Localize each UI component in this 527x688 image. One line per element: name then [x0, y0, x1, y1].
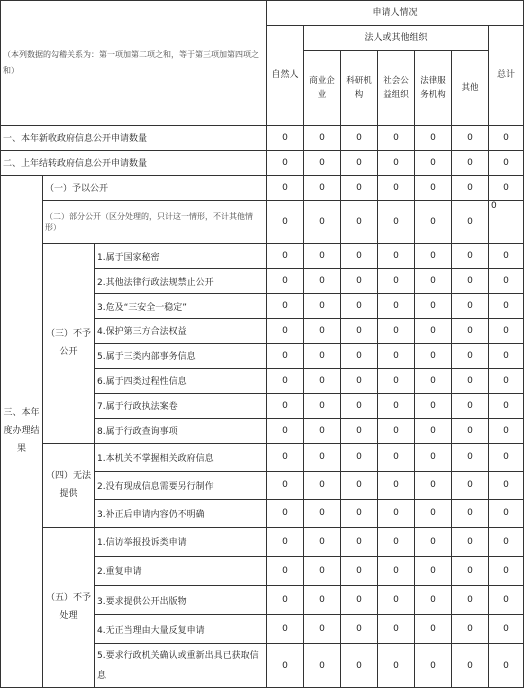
cell-value: 0 — [378, 269, 415, 294]
cell-value: 0 — [304, 471, 341, 499]
header-total: 总计 — [489, 25, 524, 125]
cell-value: 0 — [489, 125, 524, 150]
cell-value: 0 — [341, 318, 378, 343]
cell-value: 0 — [378, 556, 415, 585]
cell-value: 0 — [452, 125, 489, 150]
cell-value: 0 — [304, 499, 341, 527]
cell-value: 0 — [415, 471, 452, 499]
cell-value: 0 — [489, 527, 524, 556]
cell-value: 0 — [489, 556, 524, 585]
cell-value: 0 — [452, 556, 489, 585]
row-label: 7.属于行政执法案卷 — [95, 393, 267, 418]
group-4-label: （四）无法提供 — [43, 443, 95, 527]
row-label: 5.要求行政机关确认或重新出具已获取信息 — [95, 644, 267, 688]
cell-value: 0 — [341, 294, 378, 319]
cell-value: 0 — [304, 368, 341, 393]
cell-value: 0 — [267, 418, 304, 443]
cell-value: 0 — [452, 244, 489, 269]
row-label: 1.信访举报投诉类申请 — [95, 527, 267, 556]
cell-value: 0 — [378, 318, 415, 343]
cell-value: 0 — [489, 269, 524, 294]
cell-value: 0 — [341, 125, 378, 150]
cell-value: 0 — [304, 343, 341, 368]
header-research: 科研机构 — [341, 50, 378, 125]
cell-value: 0 — [267, 294, 304, 319]
cell-value: 0 — [452, 200, 489, 244]
row-label: 2.重复申请 — [95, 556, 267, 585]
row-label: 3.要求提供公开出版物 — [95, 585, 267, 614]
cell-value: 0 — [267, 499, 304, 527]
cell-value: 0 — [378, 393, 415, 418]
cell-value: 0 — [267, 556, 304, 585]
row-label: 二、上年结转政府信息公开申请数量 — [1, 150, 267, 175]
cell-value: 0 — [489, 615, 524, 644]
cell-value: 0 — [415, 244, 452, 269]
group-5-label: （五）不予处理 — [43, 527, 95, 687]
cell-value: 0 — [489, 244, 524, 269]
cell-value: 0 — [378, 443, 415, 471]
cell-value: 0 — [415, 150, 452, 175]
cell-value: 0 — [489, 294, 524, 319]
row-label: 6.属于四类过程性信息 — [95, 368, 267, 393]
header-natural-person: 自然人 — [267, 25, 304, 125]
row-label: （二）部分公开（区分处理的，只计这一情形，不计其他情形） — [43, 200, 267, 244]
cell-value: 0 — [304, 556, 341, 585]
cell-value: 0 — [267, 269, 304, 294]
cell-value: 0 — [452, 269, 489, 294]
table-row — [1, 244, 524, 269]
header-note: （本列数据的勾稽关系为：第一项加第二项之和，等于第三项加第四项之和） — [1, 1, 267, 126]
cell-value: 0 — [415, 393, 452, 418]
cell-value: 0 — [415, 269, 452, 294]
cell-value: 0 — [378, 200, 415, 244]
cell-value: 0 — [304, 125, 341, 150]
row-label: （一）予以公开 — [43, 175, 267, 200]
cell-value: 0 — [341, 527, 378, 556]
cell-value: 0 — [415, 125, 452, 150]
cell-value: 0 — [415, 556, 452, 585]
cell-value: 0 — [415, 644, 452, 688]
cell-value: 0 — [452, 343, 489, 368]
cell-value: 0 — [267, 244, 304, 269]
cell-value: 0 — [452, 393, 489, 418]
table-row — [1, 175, 524, 200]
cell-value: 0 — [489, 644, 524, 688]
cell-value: 0 — [452, 294, 489, 319]
cell-value: 0 — [267, 644, 304, 688]
cell-value: 0 — [341, 443, 378, 471]
cell-value: 0 — [267, 150, 304, 175]
cell-value: 0 — [304, 244, 341, 269]
cell-value: 0 — [452, 527, 489, 556]
cell-value: 0 — [304, 175, 341, 200]
cell-value: 0 — [489, 471, 524, 499]
cell-value: 0 — [452, 318, 489, 343]
cell-value: 0 — [341, 393, 378, 418]
cell-value: 0 — [452, 418, 489, 443]
cell-value: 0 — [341, 471, 378, 499]
cell-value: 0 — [452, 499, 489, 527]
cell-value: 0 — [378, 368, 415, 393]
row-label: 4.保护第三方合法权益 — [95, 318, 267, 343]
row-label: 5.属于三类内部事务信息 — [95, 343, 267, 368]
cell-value: 0 — [267, 200, 304, 244]
header-other: 其他 — [452, 50, 489, 125]
cell-value: 0 — [415, 418, 452, 443]
cell-value: 0 — [452, 175, 489, 200]
cell-value: 0 — [378, 125, 415, 150]
cell-value: 0 — [415, 527, 452, 556]
table-row — [1, 527, 524, 556]
cell-value: 0 — [378, 343, 415, 368]
cell-value: 0 — [378, 244, 415, 269]
table-row — [1, 200, 524, 244]
cell-value: 0 — [267, 615, 304, 644]
cell-value: 0 — [378, 644, 415, 688]
cell-value: 0 — [415, 175, 452, 200]
table-row — [1, 443, 524, 471]
row-label: 1.本机关不掌握相关政府信息 — [95, 443, 267, 471]
header-legal-org: 法人或其他组织 — [304, 25, 489, 50]
cell-value: 0 — [489, 150, 524, 175]
section-3-label: 三、本年度办理结果 — [1, 175, 43, 687]
cell-value: 0 — [415, 368, 452, 393]
cell-value: 0 — [267, 471, 304, 499]
cell-value: 0 — [304, 200, 341, 244]
cell-value: 0 — [415, 200, 452, 244]
cell-value: 0 — [341, 556, 378, 585]
cell-value: 0 — [489, 418, 524, 443]
cell-value: 0 — [341, 644, 378, 688]
cell-value: 0 — [267, 175, 304, 200]
cell-value: 0 — [304, 294, 341, 319]
cell-value: 0 — [415, 499, 452, 527]
cell-value: 0 — [304, 150, 341, 175]
cell-value: 0 — [304, 393, 341, 418]
cell-value: 0 — [341, 499, 378, 527]
cell-value: 0 — [489, 175, 524, 200]
cell-value: 0 — [378, 294, 415, 319]
cell-value: 0 — [489, 499, 524, 527]
cell-value: 0 — [267, 443, 304, 471]
cell-value: 0 — [452, 644, 489, 688]
cell-value: 0 — [415, 343, 452, 368]
cell-value: 0 — [304, 585, 341, 614]
table-row — [1, 150, 524, 175]
cell-value: 0 — [304, 443, 341, 471]
cell-value: 0 — [452, 615, 489, 644]
header-legal-service: 法律服务机构 — [415, 50, 452, 125]
table-row — [1, 125, 524, 150]
cell-value: 0 — [489, 443, 524, 471]
cell-value: 0 — [304, 318, 341, 343]
cell-value: 0 — [267, 393, 304, 418]
cell-value: 0 — [489, 200, 524, 244]
cell-value: 0 — [415, 615, 452, 644]
cell-value: 0 — [341, 585, 378, 614]
cell-value: 0 — [489, 585, 524, 614]
cell-value: 0 — [415, 294, 452, 319]
cell-value: 0 — [341, 175, 378, 200]
row-label: 2.其他法律行政法规禁止公开 — [95, 269, 267, 294]
cell-value: 0 — [378, 499, 415, 527]
row-label: 3.危及“三安全一稳定” — [95, 294, 267, 319]
cell-value: 0 — [378, 175, 415, 200]
cell-value: 0 — [267, 343, 304, 368]
header-commercial: 商业企业 — [304, 50, 341, 125]
cell-value: 0 — [341, 150, 378, 175]
group-3-label: （三）不予公开 — [43, 244, 95, 444]
row-label: 4.无正当理由大量反复申请 — [95, 615, 267, 644]
cell-value: 0 — [489, 343, 524, 368]
cell-value: 0 — [267, 527, 304, 556]
cell-value: 0 — [267, 585, 304, 614]
cell-value: 0 — [378, 585, 415, 614]
cell-value: 0 — [341, 418, 378, 443]
cell-value: 0 — [378, 150, 415, 175]
cell-value: 0 — [452, 443, 489, 471]
row-label: 一、本年新收政府信息公开申请数量 — [1, 125, 267, 150]
cell-value: 0 — [452, 150, 489, 175]
cell-value: 0 — [304, 527, 341, 556]
cell-value: 0 — [378, 527, 415, 556]
cell-value: 0 — [267, 368, 304, 393]
cell-value: 0 — [452, 368, 489, 393]
row-label: 2.没有现成信息需要另行制作 — [95, 471, 267, 499]
cell-value: 0 — [341, 615, 378, 644]
cell-value: 0 — [341, 200, 378, 244]
header-social-welfare: 社会公益组织 — [378, 50, 415, 125]
cell-value: 0 — [267, 318, 304, 343]
row-label: 8.属于行政查询事项 — [95, 418, 267, 443]
cell-value: 0 — [415, 585, 452, 614]
header-applicant: 申请人情况 — [267, 1, 524, 26]
cell-value: 0 — [304, 644, 341, 688]
cell-value: 0 — [341, 368, 378, 393]
cell-value: 0 — [452, 471, 489, 499]
cell-value: 0 — [415, 318, 452, 343]
cell-value: 0 — [378, 471, 415, 499]
cell-value: 0 — [304, 418, 341, 443]
cell-value: 0 — [304, 615, 341, 644]
cell-value: 0 — [452, 585, 489, 614]
row-label: 3.补正后申请内容仍不明确 — [95, 499, 267, 527]
row-label: 1.属于国家秘密 — [95, 244, 267, 269]
cell-value: 0 — [489, 318, 524, 343]
cell-value: 0 — [378, 615, 415, 644]
cell-value: 0 — [415, 443, 452, 471]
cell-value: 0 — [341, 244, 378, 269]
cell-value: 0 — [489, 368, 524, 393]
cell-value: 0 — [341, 343, 378, 368]
cell-value: 0 — [304, 269, 341, 294]
cell-value: 0 — [378, 418, 415, 443]
cell-value: 0 — [489, 393, 524, 418]
cell-value: 0 — [267, 125, 304, 150]
cell-value: 0 — [341, 269, 378, 294]
